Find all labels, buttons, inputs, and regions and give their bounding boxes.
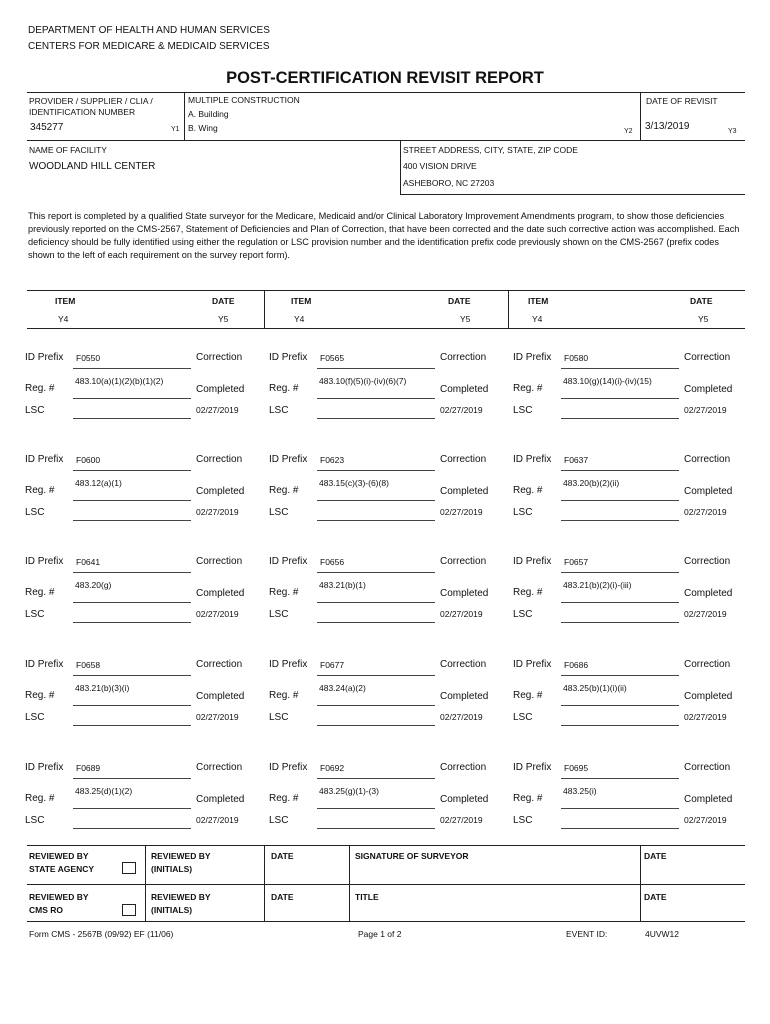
completed-label: Completed (196, 384, 245, 395)
y5-label: Y5 (460, 314, 471, 324)
id-prefix-value[interactable]: F0600 (76, 455, 101, 465)
reg-value[interactable]: 483.21(b)(3)(i) (75, 683, 130, 693)
correction-label: Correction (440, 454, 487, 465)
reg-value[interactable]: 483.21(b)(2)(i)-(iii) (563, 580, 632, 590)
completed-label: Completed (684, 794, 733, 805)
reg-underline (317, 500, 435, 501)
reg-label: Reg. # (269, 587, 299, 598)
id-prefix-label: ID Prefix (25, 659, 64, 670)
reg-label: Reg. # (25, 690, 55, 701)
event-id-value: 4UVW12 (645, 929, 680, 939)
y4-label: Y4 (294, 314, 305, 324)
correction-label: Correction (196, 454, 243, 465)
id-prefix-label: ID Prefix (513, 454, 552, 465)
reg-label: Reg. # (513, 485, 543, 496)
multiple-construction-label: MULTIPLE CONSTRUCTION (188, 95, 300, 105)
reg-value[interactable]: 483.24(a)(2) (319, 683, 366, 693)
reg-value[interactable]: 483.25(i) (563, 786, 597, 796)
col-item-header: ITEM (291, 296, 312, 306)
col-date-header: DATE (690, 296, 713, 306)
completed-date[interactable]: 02/27/2019 (440, 609, 483, 619)
id-prefix-value[interactable]: F0686 (564, 660, 589, 670)
id-prefix-label: ID Prefix (513, 556, 552, 567)
reviewed-by-label: REVIEWED BY (29, 892, 89, 902)
date-label: DATE (271, 851, 294, 861)
id-prefix-underline (317, 675, 435, 676)
provider-number: 345277 (30, 122, 64, 133)
lsc-label: LSC (25, 507, 45, 518)
lsc-label: LSC (513, 609, 533, 620)
reg-label: Reg. # (269, 383, 299, 394)
completed-label: Completed (196, 486, 245, 497)
completed-label: Completed (440, 691, 489, 702)
y4-label: Y4 (532, 314, 543, 324)
completed-date[interactable]: 02/27/2019 (196, 609, 239, 619)
reviewed-by-label: REVIEWED BY (151, 892, 211, 902)
id-prefix-label: ID Prefix (513, 352, 552, 363)
reg-label: Reg. # (513, 793, 543, 804)
reg-underline (73, 602, 191, 603)
reg-label: Reg. # (25, 587, 55, 598)
lsc-underline (73, 418, 191, 419)
department-name: DEPARTMENT OF HEALTH AND HUMAN SERVICES (28, 25, 270, 36)
reg-underline (73, 705, 191, 706)
id-prefix-underline (73, 675, 191, 676)
event-id-label: EVENT ID: (566, 929, 608, 939)
reg-underline (561, 398, 679, 399)
reg-value[interactable]: 483.25(g)(1)-(3) (319, 786, 379, 796)
id-prefix-underline (317, 778, 435, 779)
col-item-header: ITEM (55, 296, 76, 306)
completed-label: Completed (440, 794, 489, 805)
reg-underline (317, 705, 435, 706)
id-prefix-label: ID Prefix (25, 556, 64, 567)
correction-label: Correction (196, 659, 243, 670)
y2-label: Y2 (624, 128, 633, 135)
completed-label: Completed (684, 691, 733, 702)
correction-label: Correction (196, 556, 243, 567)
reg-underline (73, 808, 191, 809)
id-prefix-label: ID Prefix (269, 659, 308, 670)
completed-date[interactable]: 02/27/2019 (684, 815, 727, 825)
reg-value[interactable]: 483.15(c)(3)-(6)(8) (319, 478, 389, 488)
page-number: Page 1 of 2 (358, 929, 402, 939)
state-agency-label: STATE AGENCY (29, 864, 95, 874)
lsc-underline (561, 418, 679, 419)
reg-label: Reg. # (25, 485, 55, 496)
reviewed-by-label: REVIEWED BY (151, 851, 211, 861)
state-agency-checkbox[interactable] (122, 862, 136, 874)
id-prefix-label: ID Prefix (269, 762, 308, 773)
reg-underline (561, 808, 679, 809)
id-prefix-underline (561, 675, 679, 676)
reg-label: Reg. # (25, 383, 55, 394)
id-prefix-value[interactable]: F0689 (76, 763, 101, 773)
reg-underline (317, 808, 435, 809)
lsc-underline (561, 520, 679, 521)
y4-label: Y4 (58, 314, 69, 324)
id-prefix-underline (73, 470, 191, 471)
id-prefix-underline (317, 470, 435, 471)
reg-label: Reg. # (269, 485, 299, 496)
completed-date[interactable]: 02/27/2019 (440, 712, 483, 722)
completed-date[interactable]: 02/27/2019 (684, 507, 727, 517)
completed-date[interactable]: 02/27/2019 (684, 405, 727, 415)
correction-label: Correction (684, 556, 731, 567)
lsc-label: LSC (269, 815, 289, 826)
facility-name-value: WOODLAND HILL CENTER (29, 161, 156, 172)
lsc-label: LSC (513, 712, 533, 723)
y5-label: Y5 (698, 314, 709, 324)
col-item-header: ITEM (528, 296, 549, 306)
reg-value[interactable]: 483.25(b)(1)(i)(ii) (563, 683, 627, 693)
correction-label: Correction (684, 659, 731, 670)
y1-label: Y1 (171, 126, 180, 133)
correction-label: Correction (440, 352, 487, 363)
lsc-label: LSC (513, 815, 533, 826)
cms-ro-checkbox[interactable] (122, 904, 136, 916)
date-label: DATE (644, 851, 667, 861)
address-line-1: 400 VISION DRIVE (403, 161, 477, 171)
form-number: Form CMS - 2567B (09/92) EF (11/06) (29, 929, 174, 939)
correction-label: Correction (196, 762, 243, 773)
address-line-2: ASHEBORO, NC 27203 (403, 178, 495, 188)
lsc-underline (73, 725, 191, 726)
reg-underline (561, 500, 679, 501)
reg-value[interactable]: 483.12(a)(1) (75, 478, 122, 488)
id-prefix-value[interactable]: F0565 (320, 353, 345, 363)
correction-label: Correction (684, 762, 731, 773)
lsc-label: LSC (269, 507, 289, 518)
reg-value[interactable]: 483.20(b)(2)(ii) (563, 478, 620, 488)
completed-date[interactable]: 02/27/2019 (440, 405, 483, 415)
id-prefix-value[interactable]: F0623 (320, 455, 345, 465)
completed-label: Completed (196, 588, 245, 599)
completed-date[interactable]: 02/27/2019 (196, 815, 239, 825)
reg-label: Reg. # (513, 587, 543, 598)
correction-label: Correction (440, 762, 487, 773)
lsc-label: LSC (513, 507, 533, 518)
id-prefix-underline (73, 572, 191, 573)
id-prefix-value[interactable]: F0641 (76, 557, 101, 567)
id-prefix-value[interactable]: F0656 (320, 557, 345, 567)
reg-value[interactable]: 483.10(f)(5)(i)-(iv)(6)(7) (319, 376, 407, 386)
reg-label: Reg. # (513, 383, 543, 394)
lsc-underline (561, 725, 679, 726)
signature-label: SIGNATURE OF SURVEYOR (355, 851, 469, 861)
lsc-label: LSC (25, 405, 45, 416)
id-prefix-underline (317, 368, 435, 369)
building-label: A. Building (188, 109, 229, 119)
col-date-header: DATE (212, 296, 235, 306)
lsc-label: LSC (269, 712, 289, 723)
reg-underline (317, 602, 435, 603)
completed-date[interactable]: 02/27/2019 (196, 405, 239, 415)
wing-label: B. Wing (188, 123, 218, 133)
id-prefix-underline (561, 368, 679, 369)
lsc-underline (317, 828, 435, 829)
id-prefix-label: ID Prefix (513, 659, 552, 670)
date-of-revisit-value: 3/13/2019 (645, 121, 690, 132)
reg-value[interactable]: 483.10(g)(14)(i)-(iv)(15) (563, 376, 652, 386)
completed-date[interactable]: 02/27/2019 (440, 507, 483, 517)
reviewed-by-label: REVIEWED BY (29, 851, 89, 861)
date-of-revisit-label: DATE OF REVISIT (646, 96, 718, 106)
reg-label: Reg. # (269, 690, 299, 701)
completed-label: Completed (440, 384, 489, 395)
id-prefix-label: ID Prefix (269, 352, 308, 363)
completed-label: Completed (196, 691, 245, 702)
lsc-label: LSC (269, 405, 289, 416)
id-prefix-label: ID Prefix (25, 762, 64, 773)
reg-underline (73, 398, 191, 399)
provider-label: PROVIDER / SUPPLIER / CLIA / IDENTIFICATION NUMBER (29, 96, 153, 117)
lsc-underline (317, 520, 435, 521)
lsc-underline (561, 828, 679, 829)
address-label: STREET ADDRESS, CITY, STATE, ZIP CODE (403, 145, 578, 155)
y3-label: Y3 (728, 128, 737, 135)
lsc-label: LSC (25, 712, 45, 723)
completed-date[interactable]: 02/27/2019 (196, 507, 239, 517)
id-prefix-label: ID Prefix (513, 762, 552, 773)
reg-underline (561, 602, 679, 603)
reg-label: Reg. # (25, 793, 55, 804)
completed-date[interactable]: 02/27/2019 (684, 712, 727, 722)
page-title: POST-CERTIFICATION REVISIT REPORT (226, 69, 544, 87)
id-prefix-label: ID Prefix (25, 454, 64, 465)
completed-date[interactable]: 02/27/2019 (684, 609, 727, 619)
completed-label: Completed (684, 384, 733, 395)
reg-label: Reg. # (513, 690, 543, 701)
id-prefix-value[interactable]: F0580 (564, 353, 589, 363)
initials-label: (INITIALS) (151, 905, 193, 915)
completed-label: Completed (684, 588, 733, 599)
id-prefix-underline (73, 368, 191, 369)
completed-label: Completed (440, 588, 489, 599)
lsc-underline (73, 828, 191, 829)
id-prefix-underline (317, 572, 435, 573)
cms-ro-label: CMS RO (29, 905, 63, 915)
id-prefix-underline (561, 572, 679, 573)
reg-underline (317, 398, 435, 399)
col-date-header: DATE (448, 296, 471, 306)
reg-underline (561, 705, 679, 706)
correction-label: Correction (440, 556, 487, 567)
reg-value[interactable]: 483.25(d)(1)(2) (75, 786, 133, 796)
date-label: DATE (644, 892, 667, 902)
date-label: DATE (271, 892, 294, 902)
correction-label: Correction (684, 352, 731, 363)
title-label: TITLE (355, 892, 379, 902)
lsc-underline (317, 725, 435, 726)
id-prefix-value[interactable]: F0692 (320, 763, 345, 773)
completed-label: Completed (440, 486, 489, 497)
y5-label: Y5 (218, 314, 229, 324)
lsc-label: LSC (25, 815, 45, 826)
correction-label: Correction (196, 352, 243, 363)
completed-date[interactable]: 02/27/2019 (440, 815, 483, 825)
initials-label: (INITIALS) (151, 864, 193, 874)
id-prefix-value[interactable]: F0677 (320, 660, 345, 670)
reg-label: Reg. # (269, 793, 299, 804)
lsc-underline (317, 418, 435, 419)
lsc-label: LSC (513, 405, 533, 416)
id-prefix-label: ID Prefix (25, 352, 64, 363)
id-prefix-value[interactable]: F0695 (564, 763, 589, 773)
correction-label: Correction (440, 659, 487, 670)
reg-value[interactable]: 483.21(b)(1) (319, 580, 366, 590)
instructions-paragraph: This report is completed by a qualified State surveyor for the Medicare, Medicaid and/or Clinical Laboratory Improvement Amendments program, to show those deficiencies previously reported on the CMS-2567, Statement of Deficiencies and Plan of Correction, that have been corrected and the date such corrective action was accomplished. Each deficiency should be fully identified using either the regulation or LSC provision number and the identification prefix code previously shown on the CMS-2567 (prefix codes shown to the left of each requirement on the survey report form). (28, 211, 740, 260)
reg-underline (73, 500, 191, 501)
id-prefix-value[interactable]: F0550 (76, 353, 101, 363)
id-prefix-value[interactable]: F0658 (76, 660, 101, 670)
lsc-underline (317, 622, 435, 623)
lsc-label: LSC (25, 609, 45, 620)
id-prefix-value[interactable]: F0637 (564, 455, 589, 465)
id-prefix-label: ID Prefix (269, 454, 308, 465)
id-prefix-value[interactable]: F0657 (564, 557, 589, 567)
completed-label: Completed (684, 486, 733, 497)
completed-label: Completed (196, 794, 245, 805)
id-prefix-underline (561, 470, 679, 471)
id-prefix-underline (73, 778, 191, 779)
id-prefix-underline (561, 778, 679, 779)
completed-date[interactable]: 02/27/2019 (196, 712, 239, 722)
facility-name-label: NAME OF FACILITY (29, 145, 107, 155)
lsc-underline (73, 520, 191, 521)
id-prefix-label: ID Prefix (269, 556, 308, 567)
centers-name: CENTERS FOR MEDICARE & MEDICAID SERVICES (28, 41, 270, 52)
reg-value[interactable]: 483.20(g) (75, 580, 112, 590)
lsc-underline (561, 622, 679, 623)
correction-label: Correction (684, 454, 731, 465)
reg-value[interactable]: 483.10(a)(1)(2)(b)(1)(2) (75, 376, 164, 386)
lsc-label: LSC (269, 609, 289, 620)
lsc-underline (73, 622, 191, 623)
